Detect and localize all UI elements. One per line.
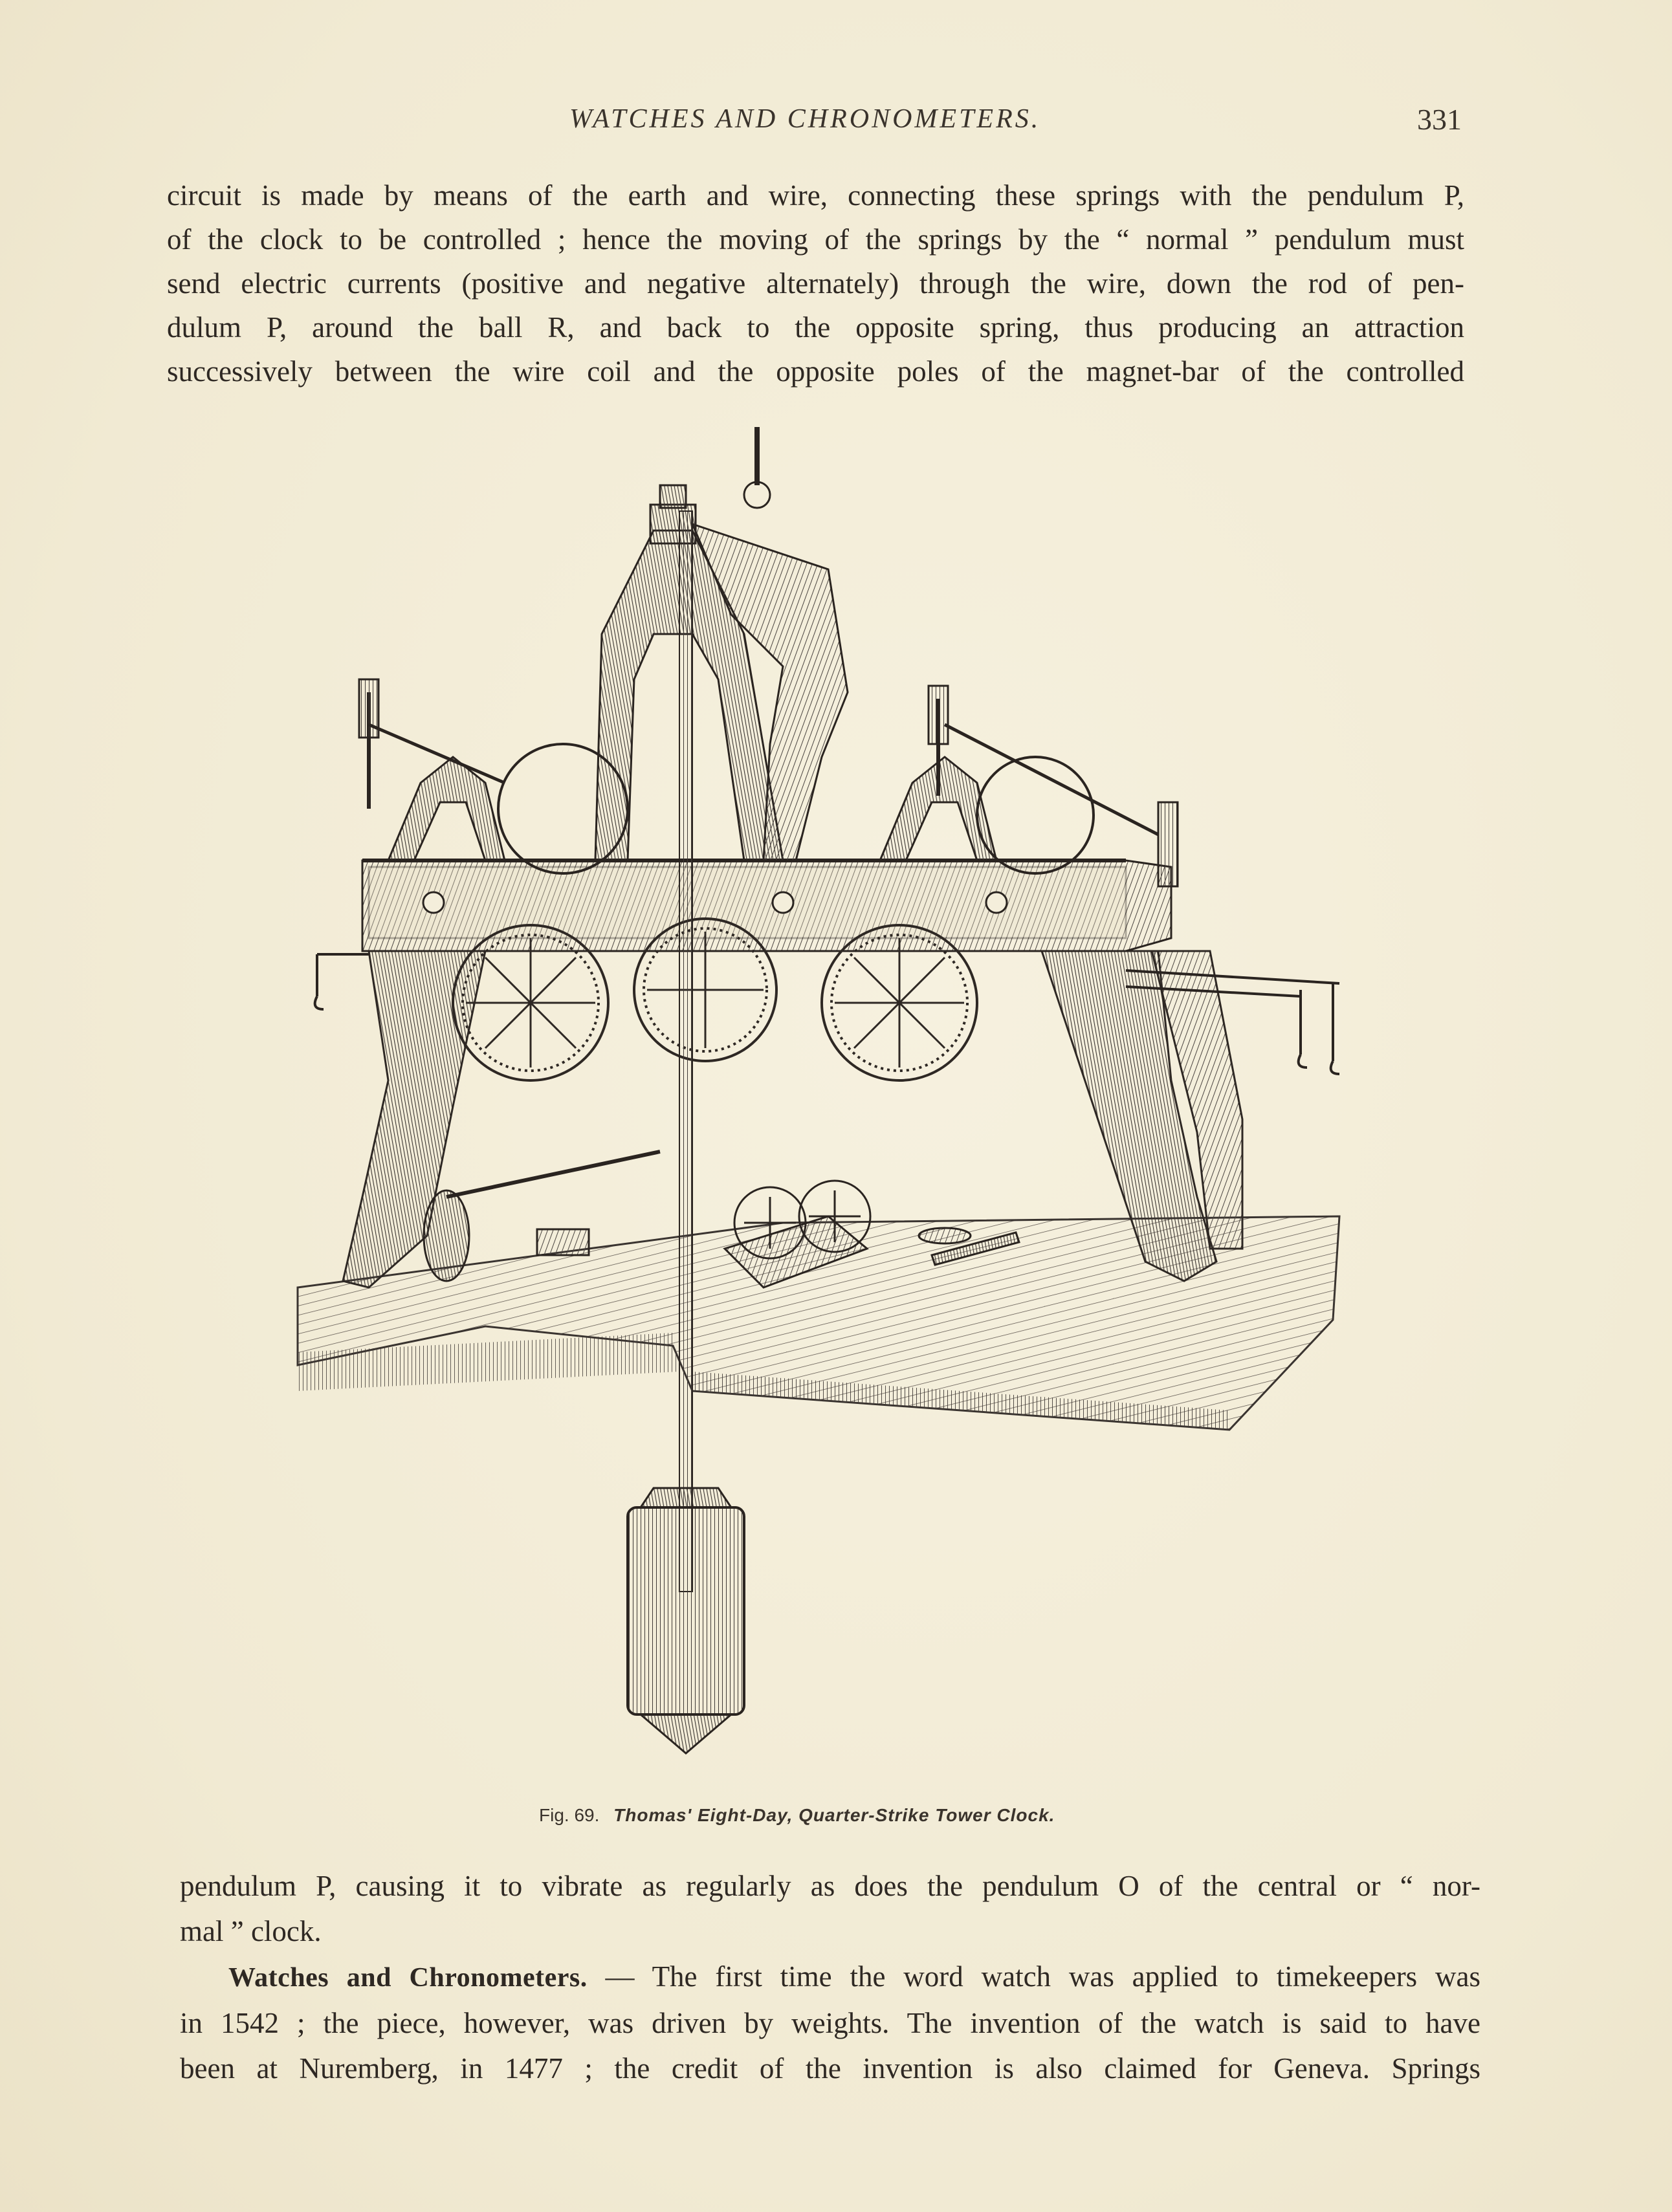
bottom-text [180, 1863, 1480, 2091]
top-paragraph [167, 173, 1464, 393]
central-frame [595, 485, 848, 860]
text-line: circuit is made by means of the earth and wire, connecting these springs with the pendulum P, [167, 179, 1464, 212]
text-line: been at Nuremberg, in 1477 ; the credit of the invention is also claimed for Geneva. Springs [180, 2052, 1480, 2085]
text-line: in 1542 ; the piece, however, was driven by weights. The invention of the watch is said to have [180, 2007, 1480, 2039]
running-head: WATCHES AND CHRONOMETERS. [569, 104, 1041, 134]
figure-label: Fig. 69. [539, 1805, 600, 1825]
text-line: mal ” clock. [180, 1915, 322, 1947]
figure-caption [539, 1805, 1055, 1826]
text-line: dulum P, around the ball R, and back to the opposite spring, thus producing an attraction [167, 311, 1464, 344]
text-line: pendulum P, causing it to vibrate as regularly as does the pendulum O of the central or “ nor- [180, 1870, 1480, 1902]
pendulum-suspension [744, 427, 770, 508]
clock-bed [362, 860, 1171, 951]
text-line: successively between the wire coil and the opposite poles of the magnet-bar of the controlled [167, 355, 1464, 388]
section-heading: Watches and Chronometers. [228, 1963, 588, 1993]
figure-title: Thomas' Eight-Day, Quarter-Strike Tower Clock. [613, 1805, 1055, 1825]
section-line [180, 1954, 1480, 2000]
page-number: 331 [1417, 103, 1462, 136]
text-line: send electric currents (positive and negative alternately) through the wire, down the rod of pen- [167, 267, 1464, 300]
tower-clock-engraving [291, 421, 1352, 1766]
engraving-illustration [291, 421, 1352, 1766]
text-line: of the clock to be controlled ; hence the moving of the springs by the “ normal ” pendulum must [167, 223, 1464, 256]
text-fragment: — The first time the word watch was applied to timekeepers was [587, 1960, 1481, 1993]
